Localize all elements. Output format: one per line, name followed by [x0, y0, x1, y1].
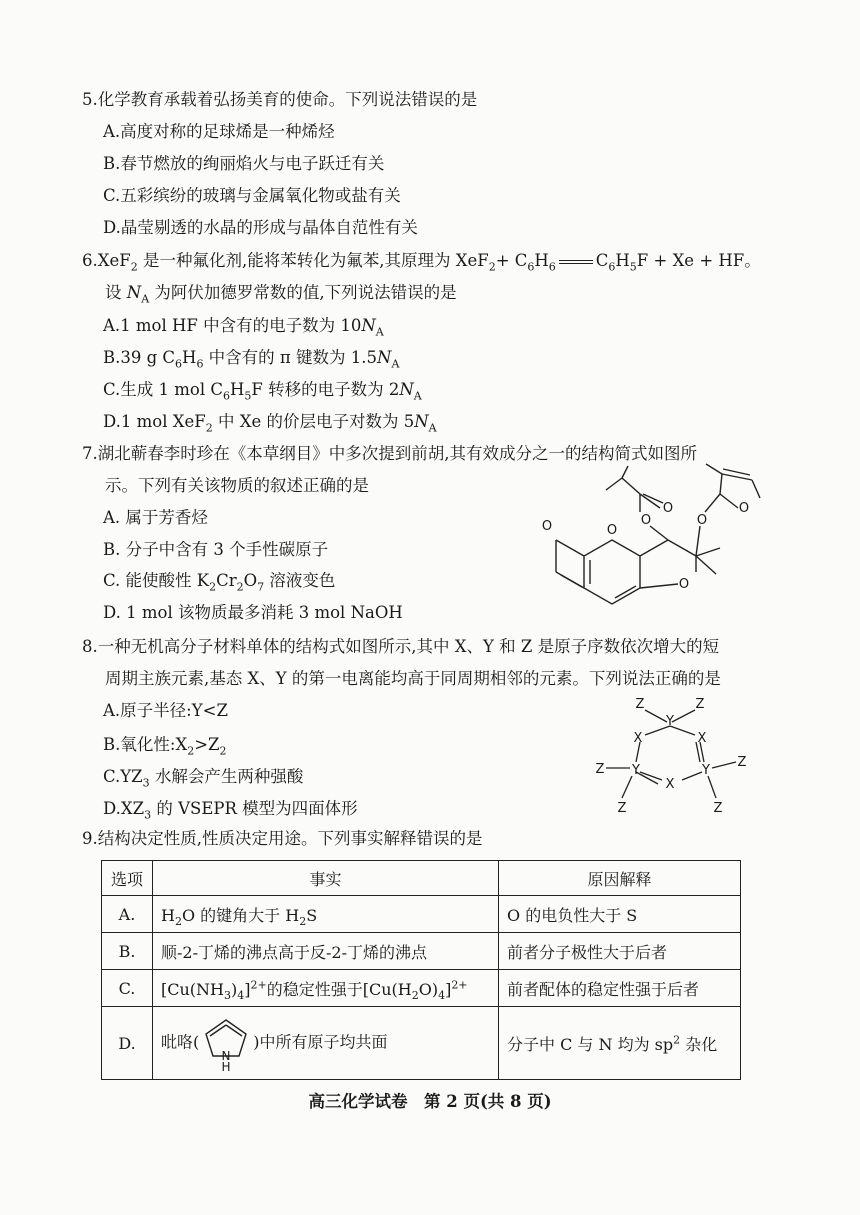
q5-option-a: A.高度对称的足球烯是一种烯烃 — [103, 122, 335, 141]
q5-option-c: C.五彩缤纷的玻璃与金属氧化物或盐有关 — [103, 186, 401, 205]
page-footer: 高三化学试卷 第 2 页(共 8 页) — [308, 1092, 552, 1111]
ester-carbonyl-o-left: O — [662, 501, 674, 516]
header-fact: 事实 — [153, 861, 499, 896]
ring-y: Y — [666, 714, 674, 729]
q8-stem-1: 8.一种无机高分子材料单体的结构式如图所示,其中 X、Y 和 Z 是原子序数依次增大的短 — [82, 637, 720, 656]
ring-z: Z — [635, 697, 645, 712]
q6-option-a: A.1 mol HF 中含有的电子数为 $10N_A$ — [103, 316, 384, 339]
row-reason: O 的电负性大于 S — [499, 896, 741, 933]
q6-option-c: C.生成 1 mol $C_6H_5F$ 转移的电子数为 $2N_A$ — [103, 380, 422, 403]
ring-z: Z — [695, 697, 705, 712]
row-option: D. — [102, 1007, 153, 1080]
table-header-row — [102, 861, 741, 896]
q5-option-b: B.春节燃放的绚丽焰火与电子跃迁有关 — [103, 154, 385, 173]
ester-carbonyl-o-right: O — [738, 501, 750, 516]
q8-option-b: B.氧化性$:X_2>Z_2$ — [103, 735, 227, 758]
row-option: B. — [102, 933, 153, 970]
q7-option-a: A. 属于芳香烃 — [103, 508, 208, 527]
q6-stem: 6.XeF$_2$ 是一种氟化剂,能将苯转化为氟苯,其原理为 $XeF_2+ C_6H_6$ $C_6H_5F + Xe$ + HF。 — [82, 251, 761, 274]
svg-text:N: N — [221, 1049, 231, 1063]
svg-text:H: H — [221, 1060, 231, 1074]
ring-x: X — [697, 731, 707, 746]
ring-z: Z — [595, 762, 605, 777]
q7-stem-1: 7.湖北蕲春李时珍在《本草纲目》中多次提到前胡,其有效成分之一的结构简式如图所 — [82, 444, 697, 463]
row-fact: $[Cu(NH_3)_4]^{2+}$的稳定性强于$[Cu(H_2O)_4]^{2+}$ — [153, 970, 499, 1007]
pyrrole-structure-icon — [199, 1014, 253, 1072]
q8-option-c: $C.YZ_3$ 水解会产生两种强酸 — [103, 767, 304, 790]
q6-option-d: D.1 mol XeF$_2$ 中 Xe 的价层电子对数为 $5N_A$ — [103, 412, 437, 435]
q8-option-d: $D.XZ_3$ 的 VSEPR 模型为四面体形 — [103, 799, 358, 822]
row-option: C. — [102, 970, 153, 1007]
ester-o-right: O — [696, 513, 708, 528]
q7-stem-2: 示。下列有关该物质的叙述正确的是 — [105, 476, 369, 495]
lactone-ring-o: O — [606, 523, 618, 538]
ring-z: Z — [737, 755, 747, 770]
q7-option-c: C. 能使酸性 $K_2Cr_2O_7$ 溶液变色 — [103, 571, 336, 594]
q8-ring-diagram — [595, 690, 770, 820]
q6-stem-2: 设 $N_A$ 为阿伏加德罗常数的值,下列说法错误的是 — [105, 283, 457, 306]
ring-y: Y — [702, 763, 710, 778]
q7-molecule-diagram — [541, 465, 760, 615]
q5-stem: 5.化学教育承载着弘扬美育的使命。下列说法错误的是 — [82, 90, 478, 109]
q7-option-d: D. 1 mol 该物质最多消耗 3 mol NaOH — [103, 603, 403, 622]
ring-x: X — [665, 777, 675, 792]
table-row — [102, 896, 741, 933]
ring-z: Z — [617, 801, 627, 816]
pyran-o: O — [678, 577, 690, 592]
table-row — [102, 933, 741, 970]
lactone-carbonyl-o: O — [541, 519, 553, 534]
table-row — [102, 970, 741, 1007]
header-option: 选项 — [102, 861, 153, 896]
row-fact: 顺-2-丁烯的沸点高于反-2-丁烯的沸点 — [153, 933, 499, 970]
row-reason: 前者分子极性大于后者 — [499, 933, 741, 970]
row-option: A. — [102, 896, 153, 933]
ring-z: Z — [713, 801, 723, 816]
header-reason: 原因解释 — [499, 861, 741, 896]
row-reason: 分子中 C 与 N 均为 $sp^2$ 杂化 — [499, 1007, 741, 1080]
row-fact: 吡咯( N H )中所有原子均共面 — [153, 1007, 499, 1080]
q8-stem-2: 周期主族元素,基态 X、Y 的第一电离能均高于同周期相邻的元素。下列说法正确的是 — [105, 669, 721, 688]
q5-option-d: D.晶莹剔透的水晶的形成与晶体自范性有关 — [103, 218, 418, 237]
q7-option-b: B. 分子中含有 3 个手性碳原子 — [103, 540, 329, 559]
row-reason: 前者配体的稳定性强于后者 — [499, 970, 741, 1007]
ring-x: X — [633, 731, 643, 746]
table-row — [102, 1007, 741, 1080]
ester-o-left: O — [640, 513, 652, 528]
q8-option-a: A.原子半径:Y<Z — [103, 701, 228, 720]
q9-table — [101, 860, 741, 1080]
q6-option-b: B.39 g $C_6H_6$ 中含有的 π 键数为 $1.5N_A$ — [103, 348, 400, 371]
q9-stem: 9.结构决定性质,性质决定用途。下列事实解释错误的是 — [82, 829, 483, 848]
row-fact: $H_2O$ 的键角大于 $H_2S$ — [153, 896, 499, 933]
ring-y: Y — [632, 763, 640, 778]
